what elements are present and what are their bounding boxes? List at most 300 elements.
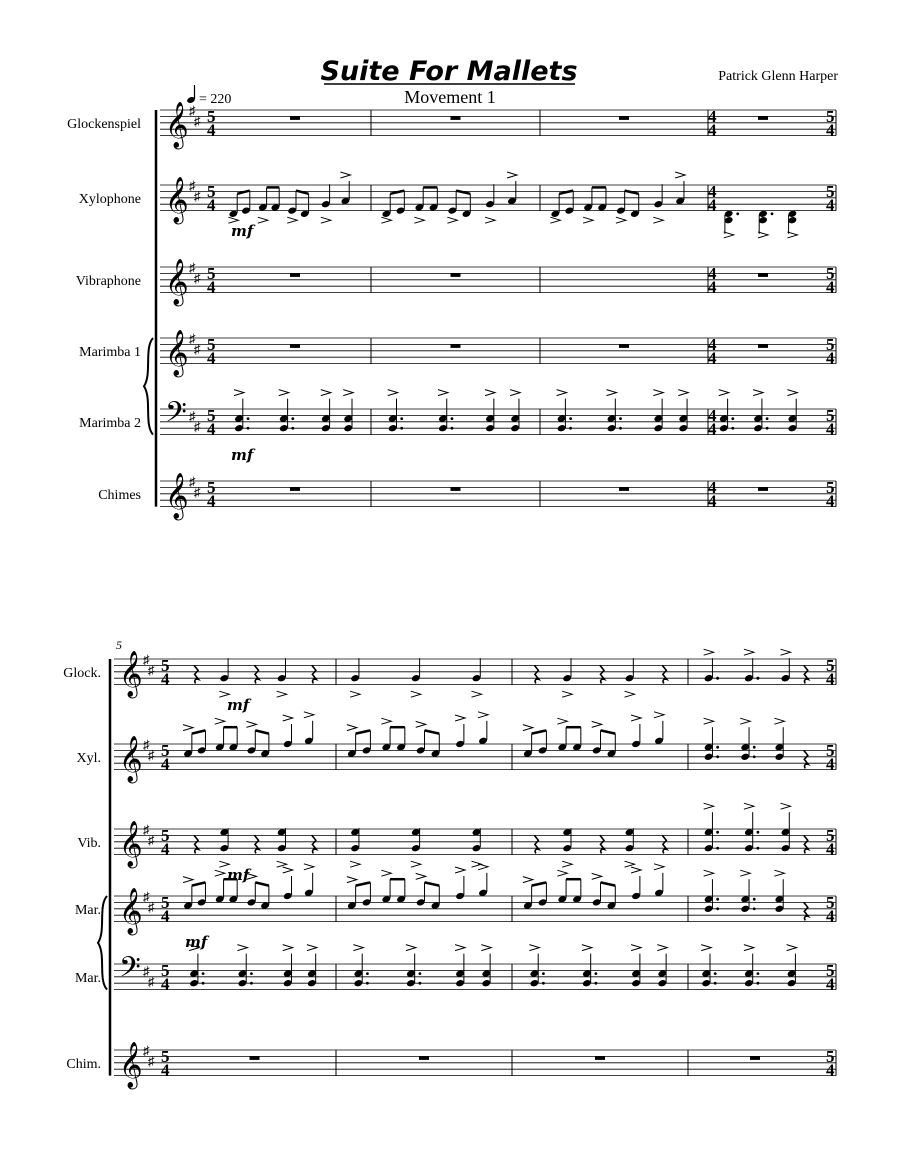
accent-mark: [183, 725, 193, 731]
accent-mark: [381, 870, 391, 876]
key-sharp: ♯: [194, 341, 201, 357]
quarter-rest: [804, 665, 809, 683]
accent-mark: [388, 390, 398, 396]
accent-mark: [215, 718, 225, 724]
accent-mark: [529, 945, 539, 951]
courtesy-time-denominator: 4: [826, 669, 835, 689]
whole-rest: [758, 273, 768, 277]
staff-5: [79, 390, 836, 465]
key-sharp: ♯: [143, 1043, 150, 1058]
accent-mark: [183, 877, 193, 883]
accent-mark: [523, 877, 533, 883]
key-sharp: ♯: [148, 832, 155, 848]
instrument-label: Glockenspiel: [67, 116, 141, 132]
quarter-rest: [255, 665, 260, 683]
accent-mark: [350, 691, 360, 697]
augmentation-dot: [716, 831, 719, 834]
key-sharp: ♯: [194, 484, 201, 500]
accent-mark: [279, 390, 289, 396]
augmentation-dot: [731, 417, 734, 420]
accent-mark: [447, 217, 457, 223]
instrument-label: Vib.: [77, 835, 101, 851]
accent-mark: [583, 217, 593, 223]
accent-mark: [277, 861, 287, 867]
augmentation-dot: [451, 417, 454, 420]
staff-5: [75, 945, 836, 994]
treble-clef-icon: 𝄞: [119, 888, 143, 934]
augmentation-dot: [418, 972, 421, 975]
time-signature-denominator: 4: [161, 974, 170, 994]
whole-rest: [290, 344, 300, 348]
systems-layer: [63, 102, 836, 1090]
treble-clef-icon: 𝄞: [119, 821, 143, 867]
quarter-rest: [312, 665, 317, 683]
accent-mark: [787, 232, 797, 238]
accent-mark: [478, 864, 488, 870]
augmentation-dot: [716, 847, 719, 850]
accent-mark: [258, 217, 268, 223]
dynamic-marking: mf: [185, 933, 208, 952]
quarter-rest: [534, 665, 539, 683]
augmentation-dot: [753, 898, 756, 901]
beam: [532, 730, 547, 733]
accent-mark: [438, 390, 448, 396]
accent-mark: [347, 877, 357, 883]
accent-mark: [654, 864, 664, 870]
time-signature-numerator: 5: [161, 961, 170, 981]
augmentation-dot: [716, 746, 719, 749]
accent-mark: [607, 390, 617, 396]
time-signature-denominator: 4: [708, 348, 717, 368]
time-signature-denominator: 4: [207, 277, 216, 297]
courtesy-time-numerator: 5: [826, 264, 835, 284]
whole-rest: [451, 273, 461, 277]
courtesy-time-denominator: 4: [826, 974, 835, 994]
key-sharp: ♯: [189, 260, 196, 275]
quarter-rest: [255, 835, 260, 853]
treble-clef-icon: 𝄞: [165, 102, 189, 148]
augmentation-dot: [542, 982, 545, 985]
augmentation-dot: [753, 755, 756, 758]
beam: [255, 882, 269, 885]
accent-mark: [283, 945, 293, 951]
accent-mark: [478, 712, 488, 718]
accent-mark: [753, 390, 763, 396]
accent-mark: [343, 390, 353, 396]
accent-mark: [704, 803, 714, 809]
key-sharp: ♯: [189, 103, 196, 118]
time-signature-numerator: 5: [207, 107, 216, 127]
courtesy-time-denominator: 4: [826, 195, 835, 215]
accent-mark: [724, 232, 734, 238]
courtesy-time-numerator: 5: [826, 478, 835, 498]
bass-clef-icon: 𝄢: [165, 398, 187, 436]
time-signature-denominator: 4: [161, 839, 170, 859]
treble-clef-icon: 𝄞: [119, 651, 143, 697]
augmentation-dot: [731, 427, 734, 430]
system-1: [67, 102, 836, 521]
courtesy-time-numerator: 5: [826, 741, 835, 761]
courtesy-time-numerator: 5: [826, 1047, 835, 1067]
beam: [356, 730, 371, 733]
whole-rest: [758, 344, 768, 348]
staff-4: [79, 330, 836, 378]
augmentation-dot: [753, 746, 756, 749]
courtesy-time-numerator: 5: [826, 893, 835, 913]
courtesy-time-denominator: 4: [826, 1060, 835, 1080]
accent-mark: [287, 217, 297, 223]
accent-mark: [678, 390, 688, 396]
accent-mark: [653, 390, 663, 396]
accent-mark: [740, 870, 750, 876]
augmentation-dot: [716, 907, 719, 910]
score-title: Suite For Mallets: [320, 56, 578, 87]
key-sharp: ♯: [143, 822, 150, 837]
augmentation-dot: [202, 982, 205, 985]
time-signature-numerator: 5: [161, 741, 170, 761]
courtesy-time-numerator: 5: [826, 182, 835, 202]
composer-name: Patrick Glenn Harper: [718, 69, 838, 84]
time-signature-numerator: 4: [708, 335, 717, 355]
accent-mark: [246, 721, 256, 727]
dynamic-marking: mf: [227, 696, 250, 715]
instrument-label: Chimes: [98, 487, 141, 503]
accent-mark: [471, 691, 481, 697]
time-signature-numerator: 5: [207, 478, 216, 498]
quarter-rest: [662, 665, 667, 683]
accent-mark: [406, 945, 416, 951]
bass-clef-icon: 𝄢: [119, 953, 141, 991]
instrument-label: Chim.: [66, 1056, 101, 1072]
time-signature-numerator: 5: [161, 893, 170, 913]
courtesy-time-numerator: 5: [826, 406, 835, 426]
accent-mark: [758, 232, 768, 238]
key-sharp: ♯: [148, 747, 155, 763]
accent-mark: [675, 172, 685, 178]
augmentation-dot: [542, 972, 545, 975]
key-sharp: ♯: [194, 270, 201, 286]
augmentation-dot: [569, 417, 572, 420]
dynamic-marking: mf: [227, 866, 250, 885]
augmentation-dot: [757, 982, 760, 985]
accent-mark: [304, 712, 314, 718]
accent-mark: [321, 390, 331, 396]
time-signature-numerator: 4: [708, 107, 717, 127]
staff-1: [63, 649, 836, 714]
accent-mark: [719, 390, 729, 396]
accent-mark: [481, 945, 491, 951]
time-signature-denominator: 4: [161, 669, 170, 689]
accent-mark: [307, 945, 317, 951]
time-signature-numerator: 5: [161, 826, 170, 846]
augmentation-dot: [400, 427, 403, 430]
accent-mark: [744, 649, 754, 655]
time-signature-numerator: 4: [708, 406, 717, 426]
time-signature-denominator: 4: [708, 419, 717, 439]
key-sharp: ♯: [194, 188, 201, 204]
accent-mark: [744, 945, 754, 951]
staff-1: [67, 102, 836, 150]
augmentation-dot: [619, 417, 622, 420]
time-signature-denominator: 4: [207, 195, 216, 215]
instrument-label: Mar.: [74, 970, 101, 986]
courtesy-time-denominator: 4: [826, 277, 835, 297]
accent-mark: [416, 721, 426, 727]
accent-mark: [283, 867, 293, 873]
system-2: [63, 638, 836, 1090]
courtesy-time-numerator: 5: [826, 826, 835, 846]
key-sharp: ♯: [143, 737, 150, 752]
tempo-value: = 220: [199, 92, 232, 107]
accent-mark: [523, 725, 533, 731]
courtesy-time-denominator: 4: [826, 120, 835, 140]
augmentation-dot: [247, 417, 250, 420]
quarter-rest: [600, 835, 605, 853]
time-signature-denominator: 4: [207, 491, 216, 511]
treble-clef-icon: 𝄞: [119, 736, 143, 782]
accent-mark: [740, 718, 750, 724]
beam: [192, 730, 206, 733]
quarter-rest: [804, 835, 809, 853]
time-signature-numerator: 5: [161, 1047, 170, 1067]
augmentation-dot: [366, 972, 369, 975]
augmentation-dot: [716, 677, 719, 680]
whole-rest: [595, 1056, 605, 1060]
accent-mark: [781, 803, 791, 809]
time-signature-numerator: 5: [207, 182, 216, 202]
accent-mark: [507, 172, 517, 178]
time-signature-denominator: 4: [207, 348, 216, 368]
accent-mark: [557, 390, 567, 396]
accent-mark: [510, 390, 520, 396]
treble-clef-icon: 𝄞: [165, 473, 189, 519]
accent-mark: [416, 873, 426, 879]
accent-mark: [340, 172, 350, 178]
time-signature-denominator: 4: [708, 195, 717, 215]
courtesy-time-numerator: 5: [826, 335, 835, 355]
treble-clef-icon: 𝄞: [165, 259, 189, 305]
courtesy-time-denominator: 4: [826, 348, 835, 368]
time-signature-numerator: 5: [207, 406, 216, 426]
courtesy-time-numerator: 5: [826, 961, 835, 981]
whole-rest: [451, 487, 461, 491]
courtesy-time-denominator: 4: [826, 839, 835, 859]
accent-mark: [704, 718, 714, 724]
score-subtitle: Movement 1: [404, 87, 496, 107]
accent-mark: [321, 217, 331, 223]
accent-mark: [744, 803, 754, 809]
accent-mark: [653, 217, 663, 223]
instrument-label: Xyl.: [76, 750, 101, 766]
augmentation-dot: [291, 427, 294, 430]
dynamic-marking: mf: [231, 446, 254, 465]
accent-mark: [381, 217, 391, 223]
accent-mark: [381, 718, 391, 724]
time-signature-denominator: 4: [207, 419, 216, 439]
augmentation-dot: [569, 427, 572, 430]
augmentation-dot: [736, 212, 739, 215]
accent-mark: [631, 945, 641, 951]
augmentation-dot: [250, 982, 253, 985]
accent-mark: [625, 861, 635, 867]
quarter-rest: [194, 835, 199, 853]
key-sharp: ♯: [189, 408, 196, 424]
accent-mark: [774, 870, 784, 876]
instrument-label: Glock.: [63, 665, 101, 681]
augmentation-dot: [716, 755, 719, 758]
augmentation-dot: [291, 417, 294, 420]
courtesy-time-denominator: 4: [826, 906, 835, 926]
accent-mark: [657, 945, 667, 951]
key-sharp: ♯: [189, 331, 196, 346]
accent-mark: [592, 721, 602, 727]
augmentation-dot: [250, 972, 253, 975]
accent-mark: [625, 691, 635, 697]
beam: [255, 730, 269, 733]
accent-mark: [701, 945, 711, 951]
whole-rest: [619, 344, 629, 348]
key-sharp: ♯: [148, 662, 155, 678]
quarter-rest: [534, 835, 539, 853]
time-signature-denominator: 4: [708, 277, 717, 297]
quarter-rest: [312, 835, 317, 853]
staff-3: [76, 259, 836, 307]
accent-mark: [550, 217, 560, 223]
instrument-label: Vibraphone: [75, 273, 141, 289]
courtesy-time-denominator: 4: [826, 419, 835, 439]
time-signature-numerator: 4: [708, 264, 717, 284]
accent-mark: [304, 864, 314, 870]
augmentation-dot: [418, 982, 421, 985]
augmentation-dot: [247, 427, 250, 430]
accent-mark: [237, 945, 247, 951]
whole-rest: [419, 1056, 429, 1060]
whole-rest: [758, 487, 768, 491]
whole-rest: [619, 116, 629, 120]
augmentation-dot: [757, 831, 760, 834]
augmentation-dot: [753, 907, 756, 910]
whole-rest: [290, 116, 300, 120]
time-signature-numerator: 5: [207, 264, 216, 284]
key-sharp: ♯: [143, 963, 150, 979]
accent-mark: [455, 945, 465, 951]
accent-mark: [781, 649, 791, 655]
time-signature-denominator: 4: [161, 906, 170, 926]
beam: [192, 882, 206, 885]
whole-rest: [290, 487, 300, 491]
accent-mark: [557, 718, 567, 724]
accent-mark: [485, 217, 495, 223]
key-sharp: ♯: [189, 178, 196, 193]
accent-mark: [592, 873, 602, 879]
accent-mark: [234, 390, 244, 396]
accent-mark: [455, 715, 465, 721]
courtesy-time-numerator: 5: [826, 656, 835, 676]
accent-mark: [787, 945, 797, 951]
accent-mark: [631, 867, 641, 873]
treble-clef-icon: 𝄞: [119, 1042, 143, 1088]
accent-mark: [350, 861, 360, 867]
time-signature-denominator: 4: [708, 491, 717, 511]
augmentation-dot: [757, 677, 760, 680]
time-signature-denominator: 4: [207, 120, 216, 140]
staff-4: [75, 864, 836, 951]
instrument-label: Mar.: [74, 902, 101, 918]
dynamic-marking: mf: [231, 222, 254, 241]
augmentation-dot: [400, 417, 403, 420]
whole-rest: [619, 487, 629, 491]
accent-mark: [353, 945, 363, 951]
marimba-brace: [144, 338, 153, 435]
augmentation-dot: [766, 427, 769, 430]
accent-mark: [562, 691, 572, 697]
key-sharp: ♯: [194, 113, 201, 129]
accent-mark: [557, 870, 567, 876]
accent-mark: [704, 870, 714, 876]
beam: [601, 730, 616, 733]
time-signature-denominator: 4: [161, 754, 170, 774]
augmentation-dot: [594, 972, 597, 975]
key-sharp: ♯: [194, 419, 201, 434]
time-signature-numerator: 5: [161, 656, 170, 676]
instrument-label: Marimba 1: [79, 344, 141, 360]
staff-6: [66, 1042, 836, 1090]
beam: [425, 882, 440, 885]
treble-clef-icon: 𝄞: [165, 177, 189, 223]
whole-rest: [451, 116, 461, 120]
whole-rest: [290, 273, 300, 277]
accent-mark: [616, 217, 626, 223]
instrument-label: Marimba 2: [79, 415, 141, 431]
augmentation-dot: [771, 212, 774, 215]
treble-clef-icon: 𝄞: [165, 330, 189, 376]
augmentation-dot: [619, 427, 622, 430]
accent-mark: [411, 691, 421, 697]
accent-mark: [283, 715, 293, 721]
augmentation-dot: [716, 898, 719, 901]
beam: [532, 882, 547, 885]
key-sharp: ♯: [148, 974, 155, 989]
augmentation-dot: [757, 847, 760, 850]
time-signature-numerator: 4: [708, 182, 717, 202]
beam: [425, 730, 440, 733]
time-signature-denominator: 4: [708, 120, 717, 140]
accent-mark: [411, 861, 421, 867]
accent-mark: [347, 725, 357, 731]
key-sharp: ♯: [143, 652, 150, 667]
whole-rest: [250, 1056, 260, 1060]
accent-mark: [414, 217, 424, 223]
beam: [601, 882, 616, 885]
augmentation-dot: [202, 972, 205, 975]
whole-rest: [758, 116, 768, 120]
accent-mark: [455, 867, 465, 873]
quarter-rest: [804, 902, 809, 920]
accent-mark: [582, 945, 592, 951]
whole-rest: [750, 1056, 760, 1060]
augmentation-dot: [451, 427, 454, 430]
augmentation-dot: [594, 982, 597, 985]
augmentation-dot: [714, 982, 717, 985]
whole-rest: [451, 344, 461, 348]
time-signature-denominator: 4: [161, 1060, 170, 1080]
accent-mark: [277, 691, 287, 697]
key-sharp: ♯: [143, 889, 150, 904]
staff-2: [77, 712, 837, 784]
augmentation-dot: [757, 972, 760, 975]
accent-mark: [704, 649, 714, 655]
beam: [356, 882, 371, 885]
